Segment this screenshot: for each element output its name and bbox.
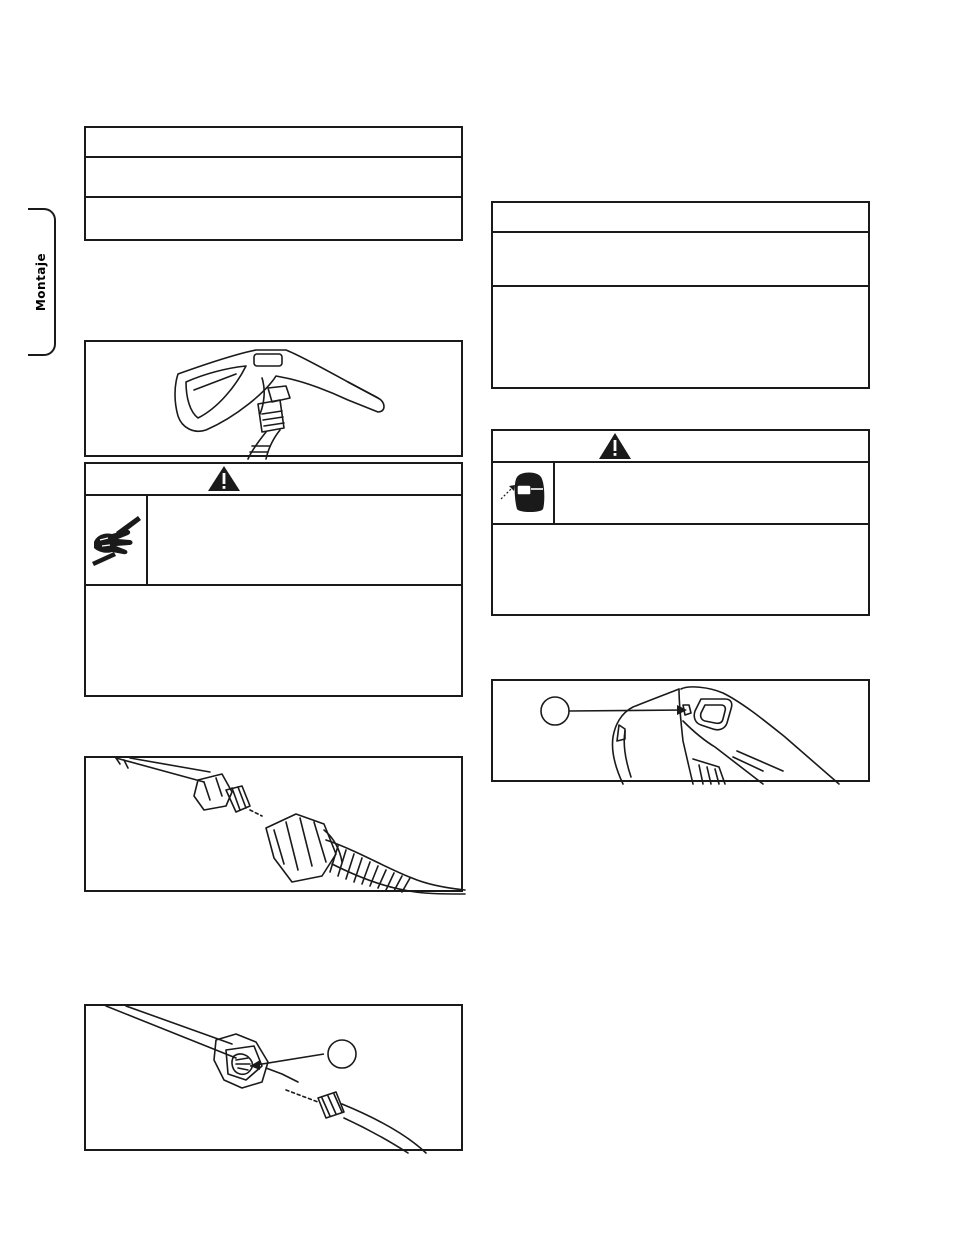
info-table-left: [84, 126, 463, 241]
section-side-tab: [28, 208, 56, 356]
figure-spray-gun-trigger: [491, 679, 870, 782]
wand-connector-drawing: [86, 1006, 465, 1153]
section-label: Montaje: [34, 252, 48, 312]
safety-goggles-icon: [493, 463, 553, 523]
info-table-right: [491, 201, 870, 389]
warning-triangle-icon: [86, 464, 465, 494]
hand-injection-hazard-icon: [86, 496, 146, 584]
spray-gun-trigger-drawing: [493, 681, 872, 784]
spray-gun-drawing: [86, 342, 465, 459]
warning-triangle-icon: [493, 431, 872, 461]
warning-box-eye-protection: [491, 429, 870, 616]
warning-box-injection: [84, 462, 463, 697]
figure-wand-connector: [84, 1004, 463, 1151]
figure-hose-connector: [84, 756, 463, 892]
figure-spray-gun-hose: [84, 340, 463, 457]
hose-connector-drawing: [86, 758, 465, 894]
